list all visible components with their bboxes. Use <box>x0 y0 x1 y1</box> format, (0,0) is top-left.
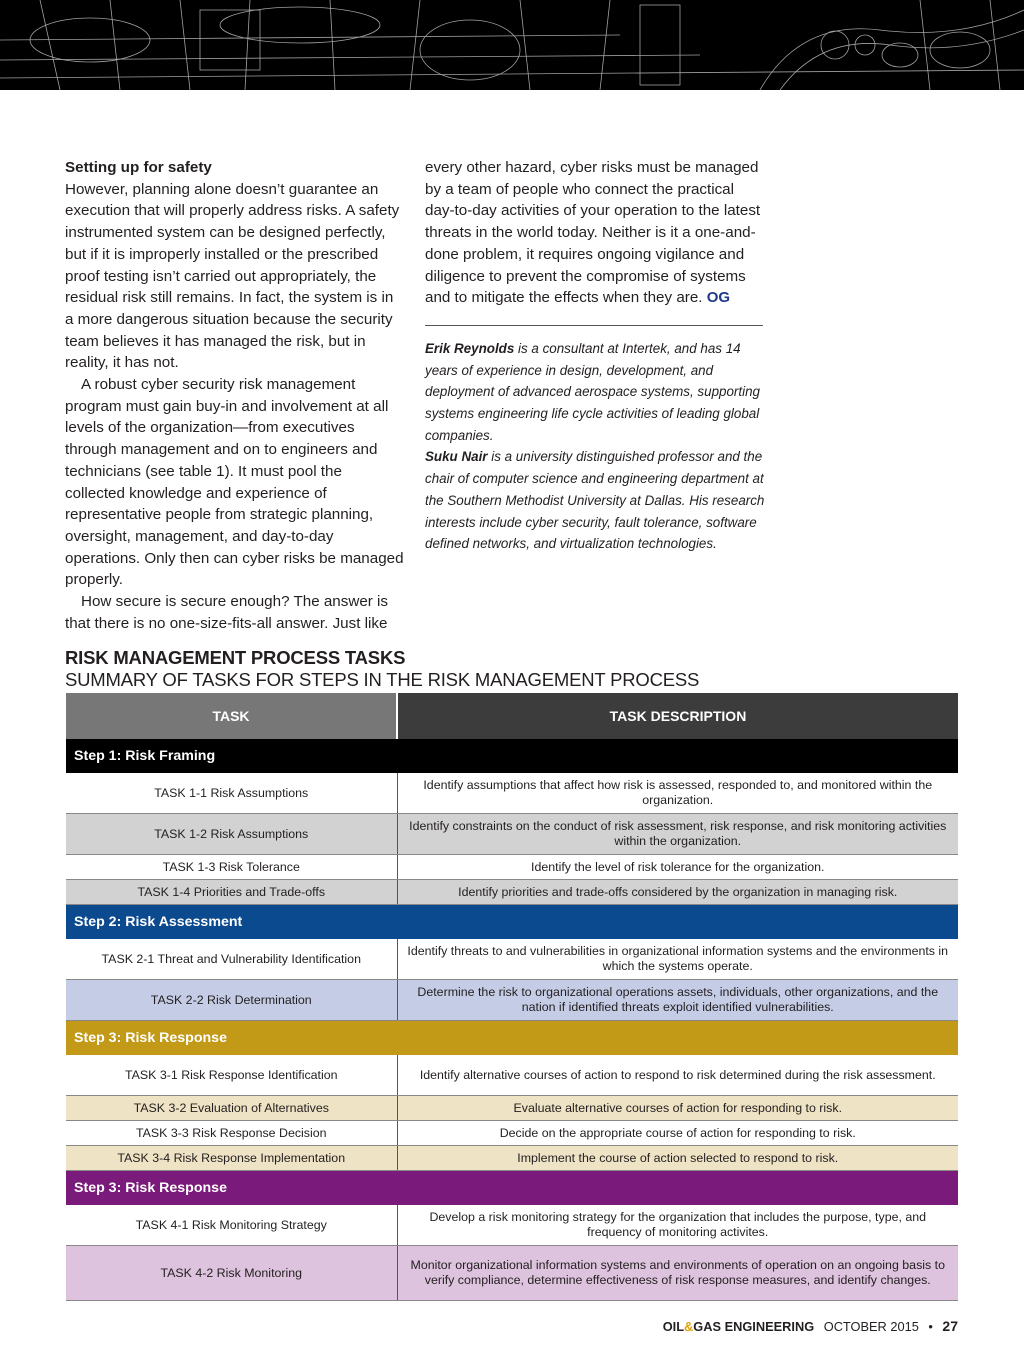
task-description-cell: Determine the risk to organizational operations assets, individuals, other organizations, and the nation if identified threats exploit identified vulnerabilities. <box>397 980 958 1021</box>
publication-name: OIL&GAS ENGINEERING <box>662 1319 815 1334</box>
table-row <box>66 1146 958 1171</box>
task-description-cell: Identify alternative courses of action to respond to risk determined during the risk assessment. <box>397 1055 958 1096</box>
table-row <box>66 1205 958 1246</box>
task-description-cell: Develop a risk monitoring strategy for the organization that includes the purpose, type, and frequency of monitoring activites. <box>397 1205 958 1246</box>
task-name-cell: TASK 3-3 Risk Response Decision <box>66 1121 397 1146</box>
task-name-cell: TASK 2-2 Risk Determination <box>66 980 397 1021</box>
step-row <box>66 739 958 773</box>
table-row <box>66 1055 958 1096</box>
paragraph: How secure is secure enough? The answer is that there is no one-size-fits-all answer. Just like <box>65 593 389 632</box>
task-name-cell: TASK 2-1 Threat and Vulnerability Identification <box>66 939 397 980</box>
task-description-cell: Implement the course of action selected to respond to risk. <box>397 1146 958 1171</box>
table-row <box>66 773 958 814</box>
step-row <box>66 1171 958 1206</box>
table-row <box>66 1096 958 1121</box>
left-text-column <box>65 157 405 634</box>
section-heading: Setting up for safety <box>65 159 212 176</box>
task-name-cell: TASK 3-1 Risk Response Identification <box>66 1055 397 1096</box>
table-row <box>66 880 958 905</box>
divider <box>425 325 763 326</box>
task-name-cell: TASK 1-4 Priorities and Trade-offs <box>66 880 397 905</box>
table-row <box>66 980 958 1021</box>
task-name-cell: TASK 1-2 Risk Assumptions <box>66 814 397 855</box>
step-label: Step 1: Risk Framing <box>66 739 958 773</box>
task-name-cell: TASK 4-2 Risk Monitoring <box>66 1246 397 1301</box>
header-banner-image <box>0 0 1024 90</box>
task-name-cell: TASK 1-1 Risk Assumptions <box>66 773 397 814</box>
column-header-task: TASK <box>66 693 397 739</box>
task-description-cell: Identify threats to and vulnerabilities in organizational information systems and the environments in which the systems operate. <box>397 939 958 980</box>
author-bio: Suku Nair is a university distinguished professor and the chair of computer science and engineering department at the Southern Methodist University at Dallas. His research interests include cyber security, fault tolerance, software defined networks, and virtualization technologies. <box>425 449 765 552</box>
task-name-cell: TASK 4-1 Risk Monitoring Strategy <box>66 1205 397 1246</box>
task-description-cell: Monitor organizational information systems and environments of operation on an ongoing basis to verify compliance, determine effectiveness of risk response measures, and identify changes. <box>397 1246 958 1301</box>
task-description-cell: Identify constraints on the conduct of risk assessment, risk response, and risk monitoring activities within the organization. <box>397 814 958 855</box>
right-text-column <box>425 157 765 555</box>
step-row <box>66 1021 958 1056</box>
task-name-cell: TASK 1-3 Risk Tolerance <box>66 855 397 880</box>
task-description-cell: Identify assumptions that affect how risk is assessed, responded to, and monitored within the organization. <box>397 773 958 814</box>
table-title: RISK MANAGEMENT PROCESS TASKS <box>65 647 406 668</box>
paragraph: A robust cyber security risk management program must gain buy-in and involvement at all levels of the organization—from executives through management and on to engineers and technicians (see table 1). It must pool the collected knowledge and experience of representative people from strategic planning, oversight, management, and day-to-day operations. Only then can cyber risks be managed properly. <box>65 376 404 589</box>
task-name-cell: TASK 3-2 Evaluation of Alternatives <box>66 1096 397 1121</box>
task-description-cell: Identify the level of risk tolerance for the organization. <box>397 855 958 880</box>
step-label: Step 3: Risk Response <box>66 1171 958 1206</box>
column-header-description: TASK DESCRIPTION <box>397 693 958 739</box>
page-footer <box>663 1318 958 1334</box>
table-row <box>66 855 958 880</box>
task-name-cell: TASK 3-4 Risk Response Implementation <box>66 1146 397 1171</box>
page-number: 27 <box>942 1318 958 1334</box>
footer-separator: • <box>928 1319 933 1334</box>
step-label: Step 2: Risk Assessment <box>66 905 958 940</box>
table-row <box>66 1121 958 1146</box>
table-row <box>66 939 958 980</box>
table-row <box>66 1246 958 1301</box>
step-row <box>66 905 958 940</box>
author-bio: Erik Reynolds is a consultant at Intertek, and has 14 years of experience in design, development, and deployment of advanced aerospace systems, supporting systems engineering life cycle activities of leading global companies. <box>425 340 760 443</box>
table-subtitle: SUMMARY OF TASKS FOR STEPS IN THE RISK MANAGEMENT PROCESS <box>65 669 700 690</box>
issue-date: OCTOBER 2015 <box>823 1319 919 1334</box>
task-description-cell: Identify priorities and trade-offs considered by the organization in managing risk. <box>397 880 958 905</box>
risk-tasks-table <box>66 693 958 1301</box>
task-description-cell: Decide on the appropriate course of action for responding to risk. <box>397 1121 958 1146</box>
task-description-cell: Evaluate alternative courses of action for responding to risk. <box>397 1096 958 1121</box>
step-label: Step 3: Risk Response <box>66 1021 958 1056</box>
paragraph: However, planning alone doesn’t guarantee an execution that will properly address risks. A safety instrumented system can be designed perfectly, but if it is improperly installed or the prescribed proof testing isn’t carried out appropriately, the residual risk still remains. In fact, the system is in a more dangerous situation because the security team believes it has managed the risk, but in reality, it has not. <box>65 180 400 372</box>
table-row <box>66 814 958 855</box>
og-end-mark-icon: OG <box>706 289 731 307</box>
paragraph: every other hazard, cyber risks must be managed by a team of people who connect the practical day-to-day activities of your operation to the latest threats in the world today. Neither is it a one-and-done problem, it requires ongoing vigilance and diligence to prevent the compromise of systems and to mitigate the effects when they are. OG <box>425 159 761 307</box>
